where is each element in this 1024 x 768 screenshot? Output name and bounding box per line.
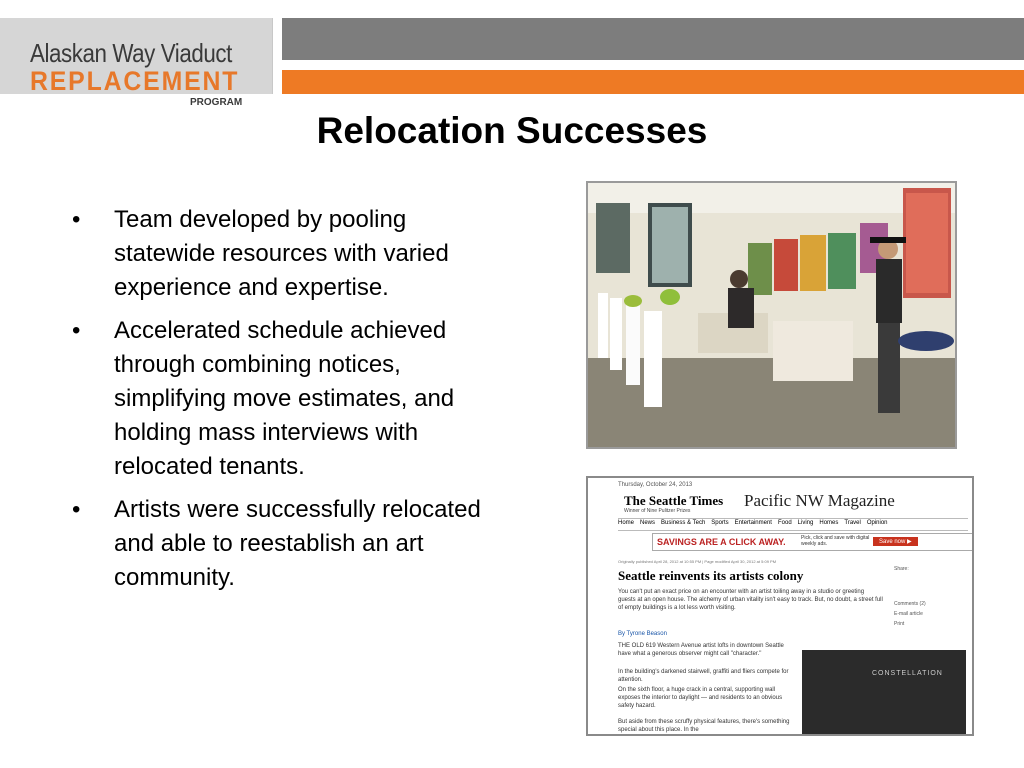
- bullet-marker: •: [72, 496, 81, 523]
- gallery-photo-illustration: [588, 183, 955, 447]
- logo-line-1: Alaskan Way Viaduct: [30, 38, 232, 68]
- newspaper-nav: [618, 518, 968, 531]
- nav-item: Travel: [844, 520, 861, 526]
- bullet-item: [72, 314, 502, 484]
- bullet-item: [72, 493, 502, 595]
- bullet-list: [72, 203, 502, 604]
- header-orange-bar: [282, 70, 1024, 94]
- nav-item: Business & Tech: [661, 520, 706, 526]
- article-headline: Seattle reinvents its artists colony: [618, 568, 804, 583]
- nav-item: Entertainment: [734, 520, 772, 526]
- article-paragraph-1: THE OLD 619 Western Avenue artist lofts in downtown Seattle have what a generous observer might call "character.": [618, 643, 784, 657]
- nav-item: Opinion: [866, 520, 888, 526]
- logo-line-2: REPLACEMENT: [30, 66, 240, 96]
- publish-line: Originally published April 28, 2012 at 10:55 PM | Page modified April 30, 2012 at 5:09 PM: [618, 559, 777, 564]
- bullet-marker: •: [72, 206, 81, 233]
- bullet-text: Artists were successfully relocated and able to reestablish an art community.: [114, 496, 481, 591]
- article-paragraph-4: But aside from these scruffy physical features, there's something special about this place. In the: [618, 719, 790, 733]
- ad-small-text: Pick, click and save with digital weekly ads.: [801, 535, 870, 547]
- article-paragraph-2: In the building's darkened stairwell, graffiti and fliers compete for attention.: [618, 669, 789, 683]
- email-link: E-mail article: [894, 611, 923, 617]
- article-intro: You can't put an exact price on an encounter with an artist toiling away in a studio or greeting guests at an open house. The alchemy of urban vitality isn't easy to track. But, no doubt, a street full of empty buildings is a lot less worth visiting.: [618, 589, 883, 611]
- nav-item: Sports: [711, 520, 729, 526]
- article-photo: [802, 650, 966, 736]
- program-logo: [0, 18, 273, 108]
- article-date: Thursday, October 24, 2013: [618, 482, 693, 488]
- newspaper-brand: The Seattle Times: [624, 493, 724, 508]
- bullet-item: [72, 203, 502, 305]
- gallery-photo: [586, 181, 957, 449]
- nav-item: Food: [777, 520, 792, 526]
- nav-item: Home: [618, 520, 635, 526]
- ad-text: SAVINGS ARE A CLICK AWAY.: [657, 537, 786, 547]
- nav-item: Homes: [819, 520, 839, 526]
- bullet-marker: •: [72, 317, 81, 344]
- ad-banner: [652, 533, 974, 551]
- newspaper-article-screenshot: [586, 476, 974, 736]
- logo-line-3: PROGRAM: [190, 97, 243, 108]
- ad-button: Save now ▶: [873, 537, 918, 546]
- article-byline: By Tyrone Beason: [618, 631, 667, 637]
- article-paragraph-3: On the sixth floor, a huge crack in a central, supporting wall exposes the interior to daylight — and residents to an obvious safety hazard.: [618, 687, 783, 709]
- newspaper-tagline: Winner of Nine Pulitzer Prizes: [624, 508, 691, 514]
- article-photo-caption: CONSTELLATION: [872, 670, 943, 677]
- nav-item: News: [640, 520, 656, 526]
- header-gray-bar: [282, 18, 1024, 60]
- bullet-text: Accelerated schedule achieved through combining notices, simplifying move estimates, and holding mass interviews with relocated tenants.: [114, 317, 455, 480]
- magazine-title: Pacific NW Magazine: [744, 491, 895, 510]
- share-label: Share:: [894, 566, 909, 572]
- print-link: Print: [894, 621, 905, 627]
- bullet-text: Team developed by pooling statewide resources with varied experience and expertise.: [114, 206, 449, 301]
- comments-link: Comments (2): [894, 601, 926, 607]
- nav-item: Living: [797, 520, 814, 526]
- slide-title: Relocation Successes: [316, 110, 708, 151]
